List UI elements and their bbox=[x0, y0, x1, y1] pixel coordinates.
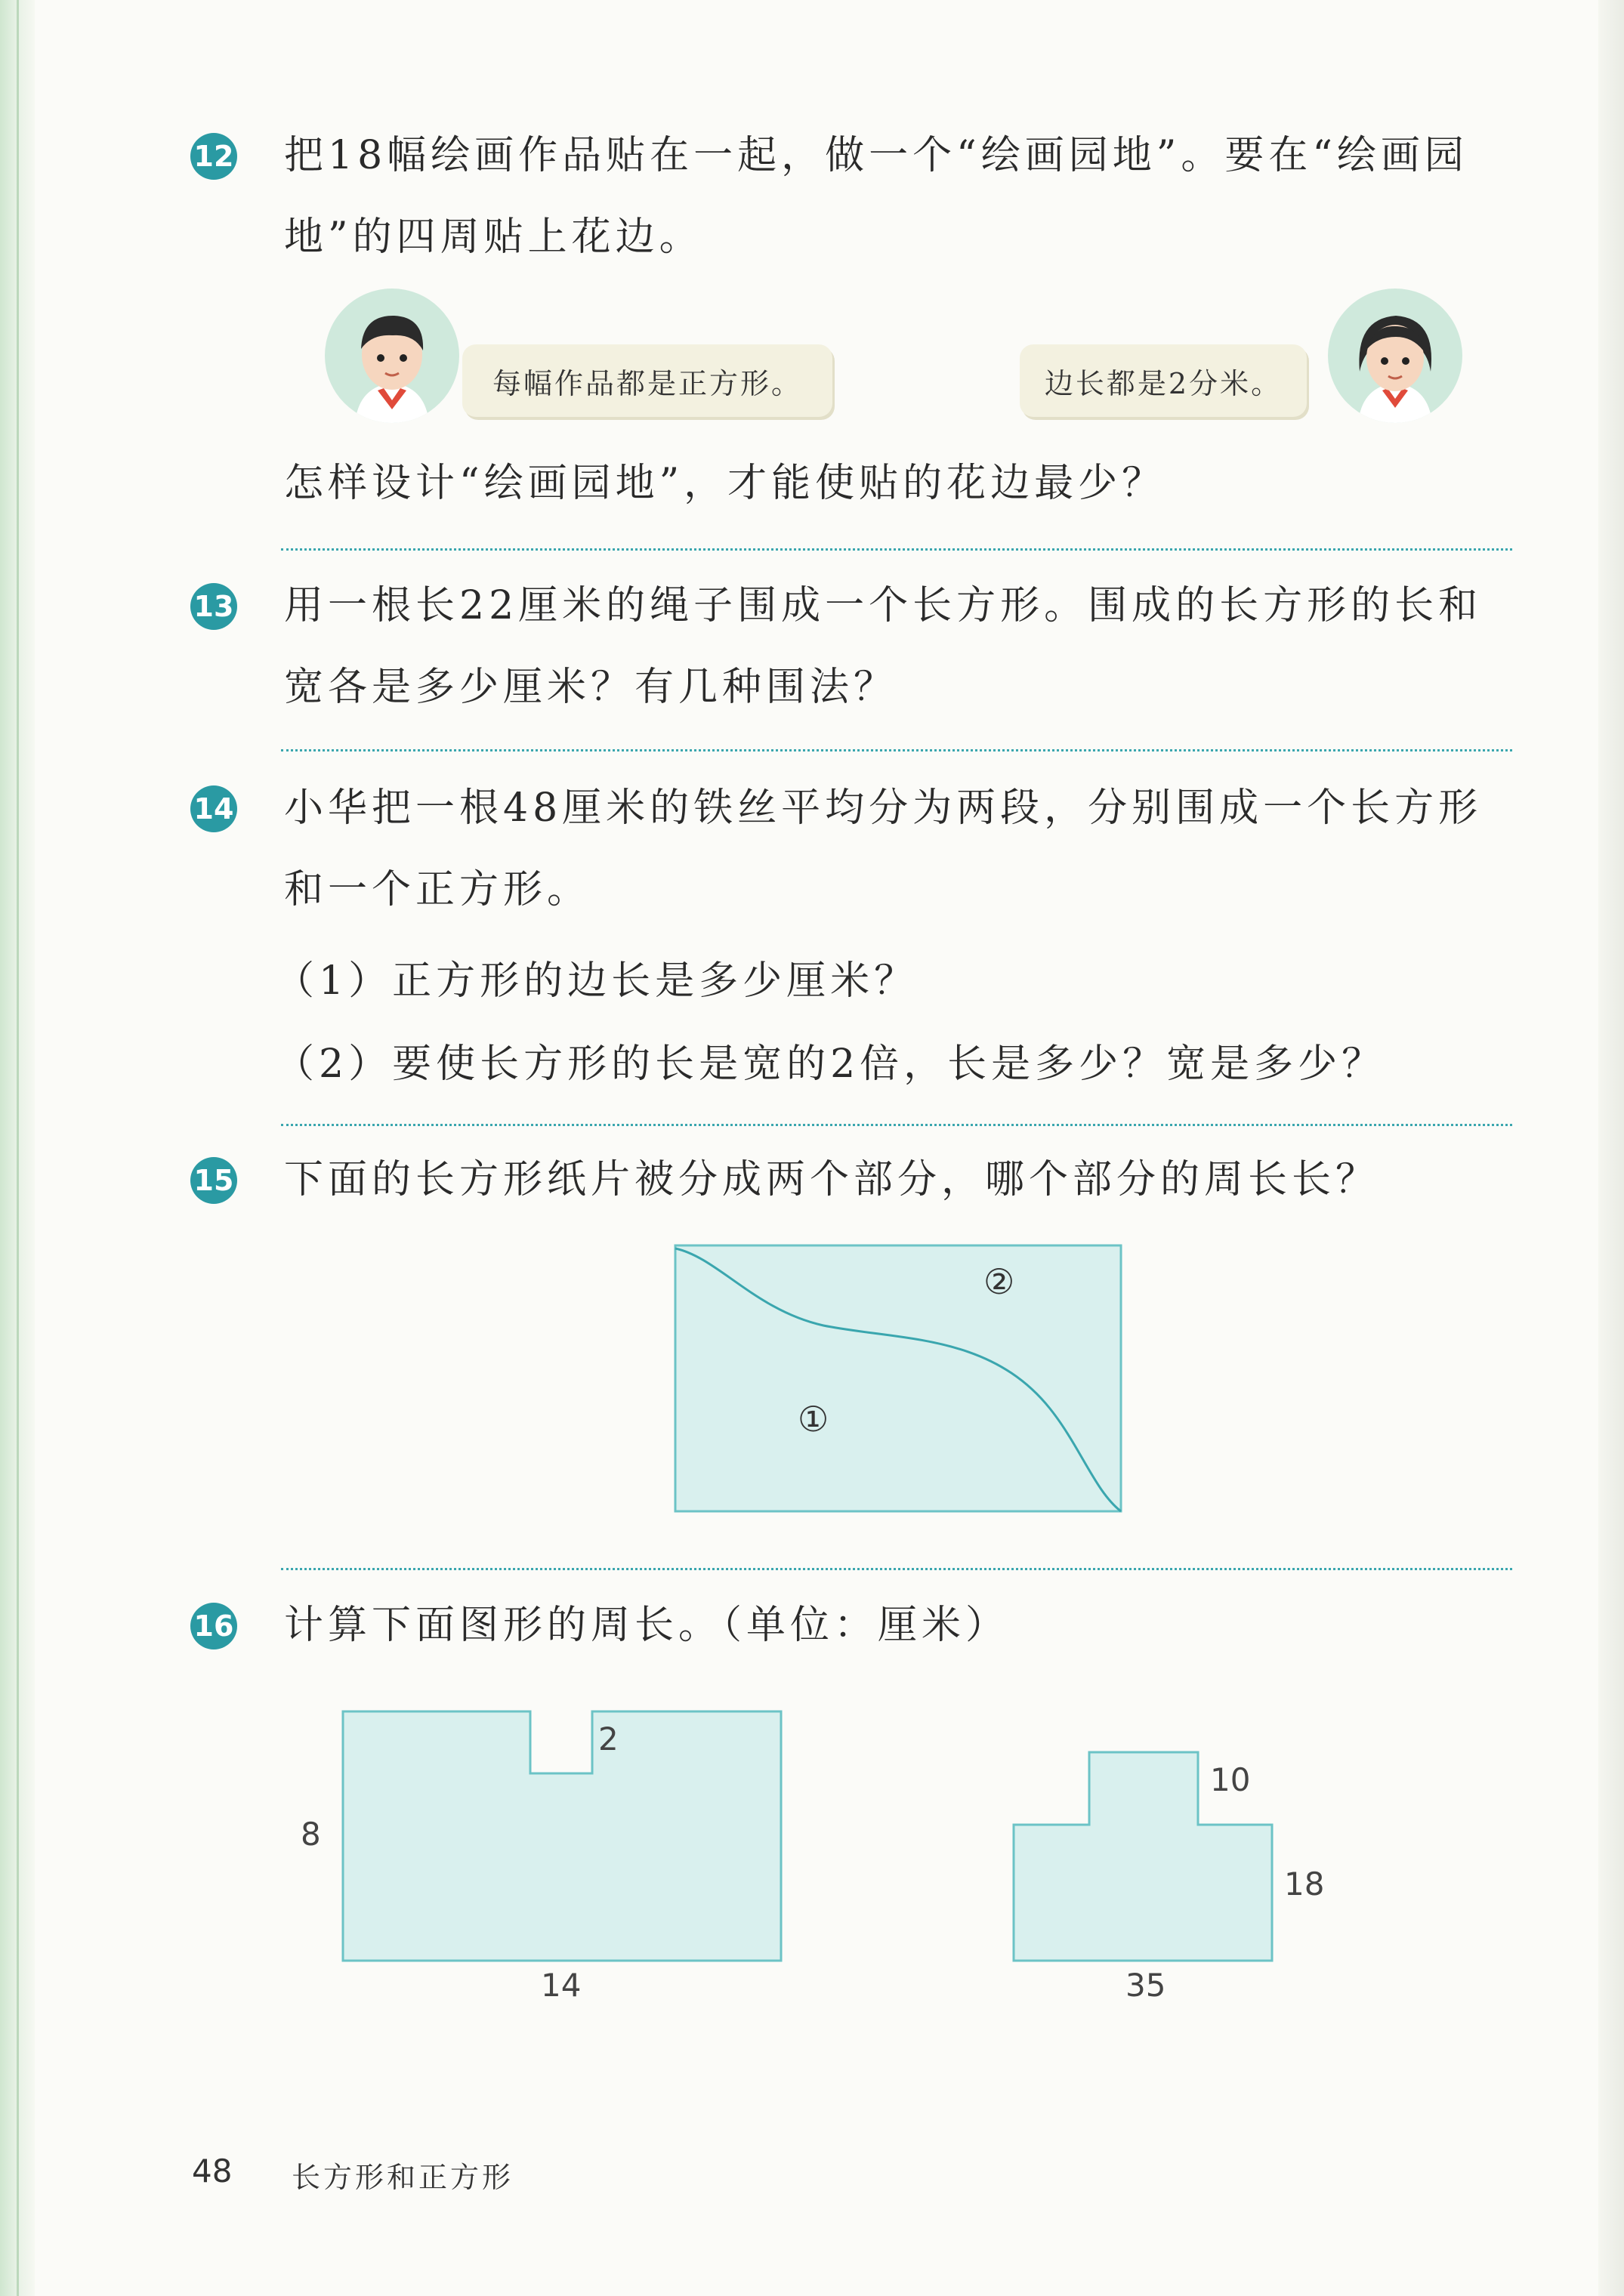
divider-2 bbox=[281, 749, 1512, 751]
divider-1 bbox=[281, 548, 1512, 551]
chapter-title: 长方形和正方形 bbox=[292, 2161, 514, 2194]
fig2-width-label: 35 bbox=[1125, 1967, 1166, 2004]
problem-15-text: 下面的长方形纸片被分成两个部分，哪个部分的周长长？ bbox=[284, 1157, 1380, 1202]
fig1-width-label: 14 bbox=[541, 1967, 582, 2004]
problem-16-text: 计算下面图形的周长。（单位：厘米） bbox=[284, 1603, 1010, 1648]
fig1-height-label: 8 bbox=[301, 1816, 321, 1853]
problem-number-14: 14 bbox=[190, 785, 237, 832]
problem-13-text: 用一根长22厘米的绳子围成一个长方形。围成的长方形的长和宽各是多少厘米？有几种围法？ bbox=[284, 583, 1483, 710]
page-edge-left bbox=[0, 0, 35, 2296]
girl-illustration-icon bbox=[1328, 289, 1462, 423]
region-2-label: ② bbox=[983, 1261, 1015, 1302]
problem-14-sub-1: （1）正方形的边长是多少厘米？ bbox=[275, 958, 919, 1004]
page-edge-right bbox=[1598, 0, 1624, 2296]
boy-avatar bbox=[325, 289, 459, 423]
divided-rectangle-figure bbox=[672, 1242, 1125, 1518]
problem-14-sub-2: （2）要使长方形的长是宽的2倍，长是多少？宽是多少？ bbox=[275, 1042, 1386, 1087]
fig1-notch-label: 2 bbox=[598, 1720, 619, 1757]
boy-illustration-icon bbox=[325, 289, 459, 423]
divider-4 bbox=[281, 1568, 1512, 1570]
problem-number-13: 13 bbox=[190, 583, 237, 630]
girl-avatar bbox=[1328, 289, 1462, 423]
problem-number-16: 16 bbox=[190, 1603, 237, 1649]
region-1-label: ① bbox=[798, 1399, 829, 1440]
problem-number-12: 12 bbox=[190, 133, 237, 180]
page-number: 48 bbox=[192, 2152, 233, 2190]
fig2-height-label: 18 bbox=[1284, 1866, 1325, 1903]
fig2-top-label: 10 bbox=[1210, 1761, 1251, 1798]
problem-number-15: 15 bbox=[190, 1157, 237, 1204]
problem-12-text: 把18幅绘画作品贴在一起，做一个“绘画园地”。要在“绘画园地”的四周贴上花边。 bbox=[284, 133, 1468, 260]
problem-12-question: 怎样设计“绘画园地”，才能使贴的花边最少？ bbox=[284, 461, 1166, 506]
speech-bubble-left: 每幅作品都是正方形。 bbox=[462, 344, 832, 417]
divider-3 bbox=[281, 1124, 1512, 1126]
figure-1-notched-rectangle bbox=[340, 1708, 784, 1965]
speech-bubble-right: 边长都是2分米。 bbox=[1020, 344, 1307, 417]
problem-14-text: 小华把一根48厘米的铁丝平均分为两段，分别围成一个长方形和一个正方形。 bbox=[284, 785, 1483, 912]
